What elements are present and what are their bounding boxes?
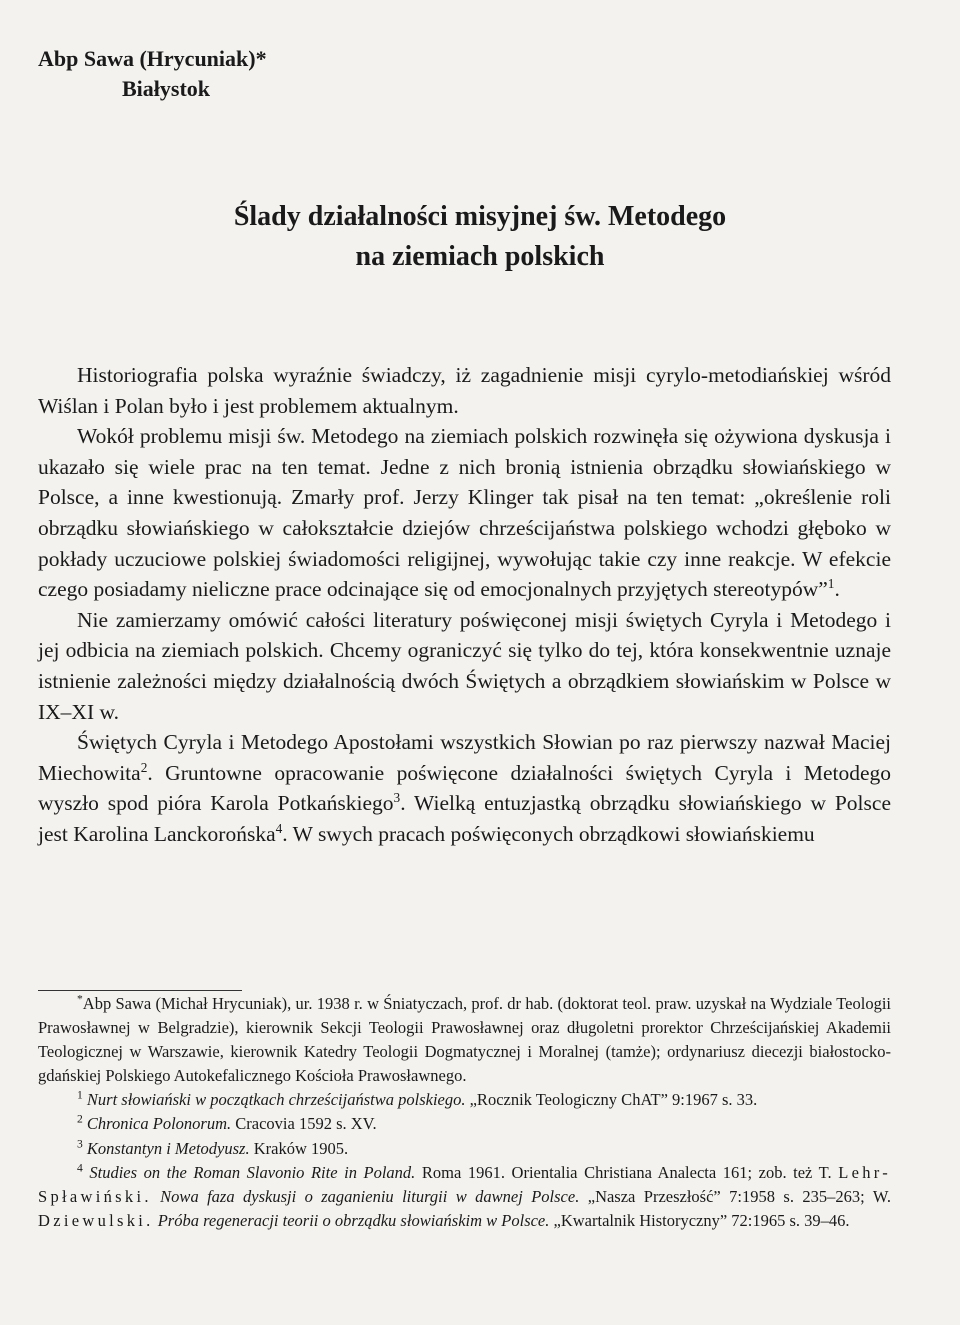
paragraph-4-text-b: . Gruntowne opracowanie poświęcone działalności świętych Cyryla i Metodego wyszło spod pióra Karola Potkańskiego <box>38 760 891 816</box>
footnote-1-mark: 1 <box>77 1089 83 1102</box>
paragraph-2-text: Wokół problemu misji św. Metodego na ziemiach polskich rozwinęła się ożywiona dyskusja i ukazało się wiele prac na ten temat. Jedne z nich bronią istnienia obrządku słowiańskiego w Polsce, a inne kwestionują. Zmarły prof. Jerzy Klinger tak pisał na ten temat: „określenie roli obrządku słowiańskiego w całokształcie dziejów chrześcijaństwa polskiego wchodzi głęboko w pokłady uczuciowe polskiej świadomości religijnej, wywołując takie czy inne reakcje. W efekcie czego posiadamy nieliczne prace odcinające się od emocjonalnych przyjętych stereotypów” <box>38 424 891 602</box>
paragraph-4-text-d: . W swych pracach poświęconych obrządkowi słowiańskiemu <box>282 821 815 846</box>
paragraph-4-text-c: . Wielką entuzjastką obrządku słowiańskiego w Polsce jest Karolina Lanckorońska <box>38 791 891 846</box>
paragraph-3 <box>38 605 891 727</box>
footnote-3-title: Konstantyn i Metodyusz. <box>86 1138 250 1158</box>
title-line-1: Ślady działalności misyjnej św. Metodego <box>233 201 727 232</box>
author-name: Abp Sawa (Hrycuniak)* <box>38 46 267 71</box>
title-line-2: na ziemiach polskich <box>355 241 605 272</box>
author-block <box>38 44 267 104</box>
footnote-4-mark: 4 <box>77 1162 83 1175</box>
footnote-2 <box>38 1112 891 1136</box>
footnote-1-title: Nurt słowiański w początkach chrześcijaństwa polskiego. <box>86 1090 466 1110</box>
paragraph-1-text: Historiografia polska wyraźnie świadczy, iż zagadnienie misji cyrylo-metodiańskiej wśród Wiślan i Polan było i jest problemem aktualnym. <box>38 363 891 418</box>
footnote-ref-2: 2 <box>140 759 148 775</box>
footnote-4 <box>38 1161 891 1233</box>
paragraph-2-end: . <box>834 577 840 602</box>
footnote-ref-3: 3 <box>393 790 401 806</box>
footnote-2-rest: Cracovia 1592 s. XV. <box>231 1114 377 1134</box>
footnote-4-rest-3: „Kwartalnik Historyczny” 72:1965 s. 39–46. <box>549 1210 850 1230</box>
footnote-4-title: Studies on the Roman Slavonio Rite in Poland. <box>89 1162 416 1182</box>
footnote-ref-4: 4 <box>275 820 283 836</box>
paragraph-4-text-a: Świętych Cyryla i Metodego Apostołami wszystkich Słowian po raz pierwszy nazwał Maciej Miechowita <box>38 730 891 785</box>
footnote-ref-1: 1 <box>827 576 835 591</box>
footnote-2-title: Chronica Polonorum. <box>86 1114 232 1134</box>
footnote-author-mark: * <box>77 993 83 1006</box>
article-title <box>0 197 960 277</box>
footnote-3-rest: Kraków 1905. <box>249 1138 349 1158</box>
footnote-1-rest: „Rocznik Teologiczny ChAT” 9:1967 s. 33. <box>465 1090 758 1110</box>
footnote-1 <box>38 1088 891 1112</box>
paragraph-3-text: Nie zamierzamy omówić całości literatury poświęconej misji świętych Cyryla i Metodego i jej odbicia na ziemiach polskich. Chcemy ograniczyć się tylko do tej, która konsekwentnie uznaje istnienie zależności między działalnością dwóch Świętych a obrządkiem słowiańskim w Polsce w IX–XI w. <box>38 607 891 724</box>
footnote-4-rest-1: Roma 1961. Orientalia Christiana Analecta 161; zob. też T. <box>415 1162 839 1182</box>
footnotes <box>38 992 891 1233</box>
footnote-4-rest-2: „Nasza Przeszłość” 7:1958 s. 235–263; W. <box>579 1186 891 1206</box>
article-body <box>38 360 891 850</box>
footnote-author <box>38 992 891 1088</box>
footnote-4-title-2: Nowa faza dyskusji o zaganieniu liturgii w dawnej Polsce. <box>151 1186 580 1206</box>
footnote-4-author-2: Dziewulski. <box>38 1210 154 1230</box>
footnote-4-author-1: Lehr-Spławiński. <box>38 1162 891 1206</box>
footnote-3-mark: 3 <box>77 1138 83 1151</box>
paragraph-4 <box>38 727 891 849</box>
footnote-2-mark: 2 <box>77 1113 83 1126</box>
footnote-4-title-3: Próba regeneracji teorii o obrządku słowiańskim w Polsce. <box>153 1210 550 1230</box>
footnote-author-text: Abp Sawa (Michał Hrycuniak), ur. 1938 r. w Śniatyczach, prof. dr hab. (doktorat teol. praw. uzyskał na Wydziale Teologii Prawosławnej w Belgradzie), kierownik Sekcji Teologii Prawosławnej oraz długoletni prorektor Chrześcijańskiej Akademii Teologicznej w Warszawie, kierownik Katedry Teologii Dogmatycznej i Moralnej (tamże); ordynariusz diecezji białostocko-gdańskiej Polskiego Autokefalicznego Kościoła Prawosławnego. <box>38 994 891 1086</box>
paragraph-1 <box>38 360 891 421</box>
author-city: Białystok <box>122 76 211 101</box>
footnote-divider <box>38 990 242 991</box>
paragraph-2 <box>38 421 891 605</box>
footnote-3 <box>38 1137 891 1161</box>
